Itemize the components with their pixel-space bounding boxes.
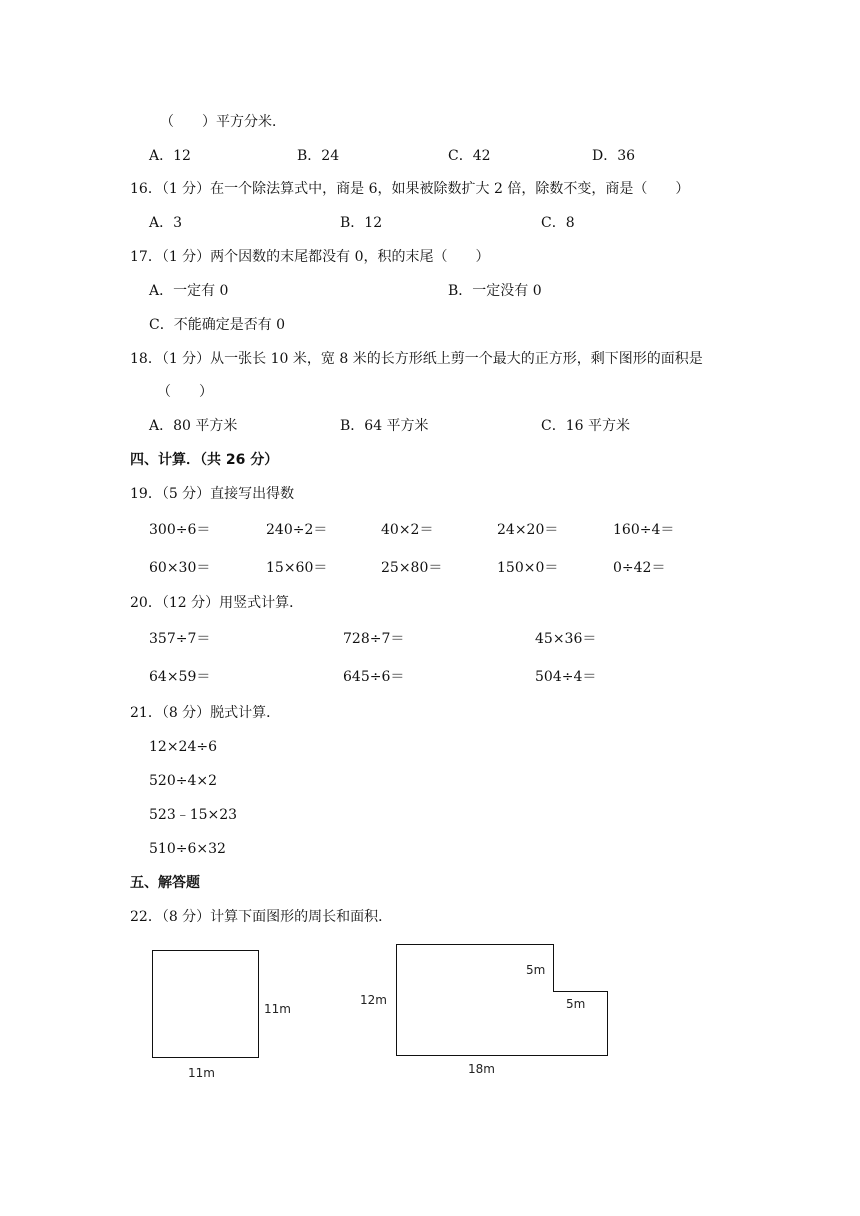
q20-r2-c2: 645÷6＝	[343, 669, 405, 685]
q21-item-4: 510÷6×32	[149, 841, 226, 857]
q15-tail: （ ）平方分米．	[160, 114, 286, 130]
q19-r1-c4: 24×20＝	[497, 522, 559, 538]
section-4-heading: 四、计算．（共 26 分）	[130, 452, 279, 468]
q21-item-2: 520÷4×2	[149, 773, 217, 789]
q21-question: 21．（8 分）脱式计算．	[130, 705, 281, 721]
q20-r1-c3: 45×36＝	[535, 631, 597, 647]
q17-option-a: A．一定有 0	[149, 283, 229, 299]
q16-option-c: C．8	[541, 215, 575, 231]
q18-option-a: A．80 平方米	[149, 418, 238, 434]
q20-r2-c1: 64×59＝	[149, 669, 211, 685]
q17-option-b: B．一定没有 0	[448, 283, 542, 299]
section-5-heading: 五、解答题	[130, 875, 200, 891]
q21-item-3: 523﹣15×23	[149, 807, 238, 823]
q18-tail: （ ）	[157, 384, 213, 400]
q16-question: 16．（1 分）在一个除法算式中，商是 6，如果被除数扩大 2 倍，除数不变，商是（ ）	[130, 181, 690, 197]
square-side-label: 11m	[264, 1002, 291, 1016]
q19-r2-c3: 25×80＝	[381, 560, 443, 576]
q15-option-d: D．36	[592, 148, 636, 164]
q18-question: 18．（1 分）从一张长 10 米，宽 8 米的长方形纸上剪一个最大的正方形，剩下图形的面积是	[130, 351, 703, 367]
q20-r1-c1: 357÷7＝	[149, 631, 211, 647]
q15-option-a: A．12	[149, 148, 191, 164]
q19-r2-c5: 0÷42＝	[613, 560, 666, 576]
q22-question: 22．（8 分）计算下面图形的周长和面积．	[130, 909, 393, 925]
q20-r2-c3: 504÷4＝	[535, 669, 597, 685]
q20-r1-c2: 728÷7＝	[343, 631, 405, 647]
q19-r2-c2: 15×60＝	[266, 560, 328, 576]
q19-r1-c2: 240÷2＝	[266, 522, 328, 538]
square-bottom-label: 11m	[188, 1066, 215, 1080]
q21-item-1: 12×24÷6	[149, 739, 217, 755]
l-shape-notch-horizontal-label: 5m	[566, 997, 586, 1011]
q15-option-b: B．24	[297, 148, 340, 164]
q18-option-c: C．16 平方米	[541, 418, 630, 434]
q16-option-a: A．3	[149, 215, 183, 231]
q19-r1-c1: 300÷6＝	[149, 522, 211, 538]
q16-option-b: B．12	[340, 215, 383, 231]
q15-option-c: C．42	[448, 148, 491, 164]
q17-option-c: C．不能确定是否有 0	[149, 317, 286, 333]
l-shape-bottom-label: 18m	[468, 1062, 495, 1076]
q19-r1-c5: 160÷4＝	[613, 522, 675, 538]
q19-r2-c1: 60×30＝	[149, 560, 211, 576]
q19-r2-c4: 150×0＝	[497, 560, 559, 576]
q20-question: 20．（12 分）用竖式计算．	[130, 595, 304, 611]
q19-question: 19．（5 分）直接写出得数	[130, 486, 295, 502]
l-shape-notch-vertical-label: 5m	[526, 963, 546, 977]
l-shape-left-label: 12m	[360, 993, 387, 1007]
q18-option-b: B．64 平方米	[340, 418, 429, 434]
q19-r1-c3: 40×2＝	[381, 522, 434, 538]
q17-question: 17．（1 分）两个因数的末尾都没有 0，积的末尾（ ）	[130, 249, 490, 265]
